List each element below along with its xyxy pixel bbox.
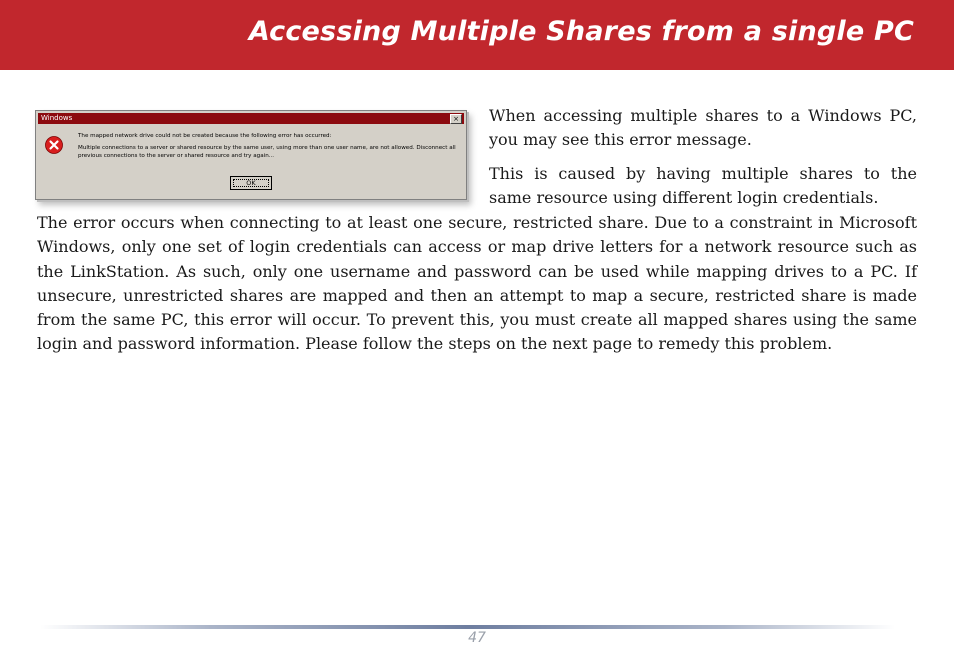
paragraph-1: When accessing multiple shares to a Windows PC, you may see this error message. bbox=[489, 106, 917, 149]
dialog-title: Windows bbox=[41, 114, 73, 122]
dialog-message-line1: The mapped network drive could not be created because the following error has occurred: bbox=[78, 133, 332, 139]
ok-button[interactable] bbox=[230, 176, 272, 190]
body-text bbox=[37, 211, 917, 357]
page-number: 47 bbox=[468, 630, 486, 646]
dialog-close-button[interactable]: × bbox=[450, 114, 462, 124]
intro-text bbox=[489, 104, 917, 210]
error-dialog-screenshot bbox=[35, 110, 467, 200]
error-icon bbox=[45, 136, 63, 154]
page-title: Accessing Multiple Shares from a single PC bbox=[248, 16, 914, 47]
dialog-message bbox=[78, 132, 460, 164]
paragraph-2-rest: The error occurs when connecting to at least one secure, restricted share. Due to a constraint in Microsoft Windows, only one set of login credentials can access or map drive letters for a network resource such as the LinkStation. As such, only one username and password can be used while mapping drives to a PC. If unsecure, unrestricted shares are mapped and then an attempt to map a secure, restricted share is made from the same PC, this error will occur. To prevent this, you must create all mapped shares using the same login and password information. Please follow the steps on the next page to remedy this problem. bbox=[37, 213, 917, 354]
paragraph-2-start: This is caused by having multiple shares to the same resource using different login credentials. bbox=[489, 164, 917, 207]
page-header bbox=[0, 0, 954, 70]
ok-button-label: OK bbox=[246, 179, 256, 187]
dialog-titlebar bbox=[38, 113, 464, 124]
footer-divider bbox=[40, 625, 895, 629]
dialog-message-line2: Multiple connections to a server or shared resource by the same user, using more than one user name, are not allowed. Disconnect all previous connections to the server or shared resource and try again... bbox=[78, 145, 456, 159]
